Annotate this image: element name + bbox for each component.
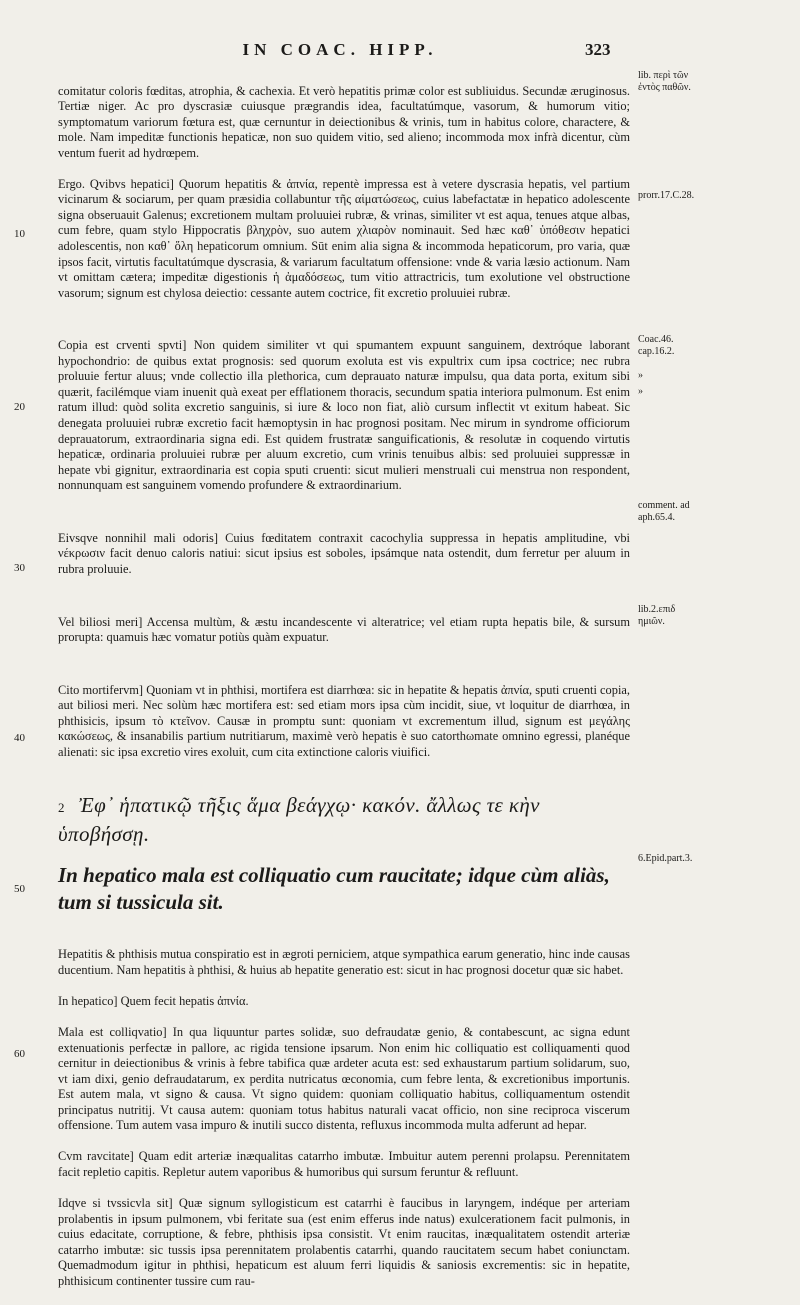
- paragraph: Copia est crventi spvti] Non quidem similiter vt qui spumantem expuunt sanguinem, dextróque laborant hypochondrio: de quibus extat prognosis: sed quorum exoluta est vis expultrix cum ipsa coctrice; nec rubra proluuie fertur aluus; vnde collectio illa plethorica, cum deprauato naturæ impulsu, qua data porta, exitum sibi quærit, facilémque viam inuenit quà exeat per efflationem thoracis, secundum spatia interiora pulmonum. Est enim ratum illud: quòd solita excretio sanguinis, si iure & loco non fiat, aliò cursum inflectit vt exitum habeat. Sic denegata proluuiei rubræ excretio facit hæmoptysin in hac prognosi positam. Nec mirum in syndrome officiorum deprauatorum, extraordinaria signa edi. Est quidem frustratæ sanguificationis, & resolutæ in coquendo virtutis hepaticæ, ordinaria proluuiei rubræ per aluum excretio, cum vrinis tenuibus albis: sed proluuiei suppressæ in hepate vbi gignitur, extraordinaria est copia sputi cruenti: sicut mulieri menstruali cui menstrua non respondent, nonnunquam est sanguinem vomendo profundere & extraordinarium.: [58, 338, 630, 493]
- commentary-paragraph: In hepatico] Quem fecit hepatis ἀπνία.: [58, 993, 249, 1008]
- running-title: IN COAC. HIPP.: [242, 40, 438, 59]
- margin-note: lib.2.επιδ ημιῶν.: [638, 604, 676, 627]
- aphorism-number: 2: [58, 799, 65, 815]
- margin-note: »: [638, 370, 643, 381]
- commentary-paragraph: Mala est colliqvatio] In qua liquuntur partes solidæ, suo defraudatæ genio, & contabescunt, ac signa edunt extenuationis perfectæ in pallore, ac rigida tensione ipsarum. Non enim hic colliquatio est colliquamenti quod cernitur in deiectionibus & vrinis à febre tabifica quæ ardeter acuta est: sed exhaustarum partium solidarum, suo, vt iam dixi, genio defraudatarum, ex perdita nutricatus œconomia, cum febre lenta, & excretionibus importunis. Est autem mala, vt signo & causa. Vt signo quidem: quoniam colliquatio habitus, colliquamentum ostendit principatus nutritij. Vt causa autem: quoniam totus habitus naturali vacat officio, non sine reciproca viscerum offensione. Tum autem vasa impuro & inutili succo distenta, refluxus incommoda multa adferunt ad hepar.: [58, 1024, 630, 1133]
- aphorism-greek: [58, 792, 630, 847]
- margin-note: lib. περὶ τῶν ἐντὸς παθῶν.: [638, 70, 691, 93]
- paragraph: comitatur coloris fœditas, atrophia, & cachexia. Et verò hepatitis primæ color est subliuidus. Secundæ æruginosus. Tertiæ niger. Ac pro dyscrasiæ cuiusque prægrandis idea, facultatúmque, vasorum, & humorum vitio; symptomatum variorum fœtura est, quæ cernuntur in deiectionibus & vrinis, tum in habitus colore, charactere, & mole. Nam impeditæ functionis hepaticæ, non suo quidem vitio, sed alieno; incommoda mox infrà dicentur, cùm ventum fuerit ad hydrœpem.: [58, 83, 630, 160]
- paragraph: Ergo. Qvibvs hepatici] Quorum hepatitis & ἀπνία, repentè impressa est à vetere dyscrasia hepatis, vel partium vicinarum & sociarum, per quam præsidia collabuntur τῆς αἱματώσεως, cuius labefactatæ in hepatico adolescente signa obseruauit Galenus; excretionem multam proluuiei rubræ, & vrinas, similiter vt est aqua, tenues atque albas, cum febre, quam stylo Hippocratis βληχρὸν, suo autem χλιαρὸν nominauit. Sed hæc καθ᾽ ὑπόθεσιν hepatici adolescentis, non καθ᾽ ὅλη hepaticorum omnium. Sūt enim alia signa & incommoda hepaticorum, pro varia, quæ ipsos facit, virtutis facultatúmque dyscrasia, & variarum facultatum offensione: vnde & varia læsio actionum. Nam vt omittam cætera; impeditæ digestionis ἡ ἀμαδόσεως, tum vitio attractricis, tum exolutione vel obstructione vasorum; signum est chylosa deiectio: cessante autem coctrice, fit excretio proluuiei rubræ.: [58, 176, 630, 300]
- paragraph: Eivsqve nonnihil mali odoris] Cuius fœditatem contraxit cacochylia suppressa in hepatis amplitudine, vbi νέκρωσιν facit denuo caloris natiui: sicut ipsius est soboles, ipsámque nata ostendit, dum ferretur per aluum in rubra proluuie.: [58, 530, 630, 576]
- margin-note: 6.Epid.part.3.: [638, 853, 693, 864]
- margin-note: »: [638, 386, 643, 397]
- commentary-paragraph: Hepatitis & phthisis mutua conspiratio est in ægroti perniciem, atque sympathica earum generatio, hinc inde causas ducentium. Nam hepatitis à phthisi, & huius ab hepatite generatio est: sicut in hac prognosi docetur quæ sic habet.: [58, 947, 630, 977]
- commentary-paragraph: Cvm ravcitate] Quam edit arteriæ inæqualitas catarrho imbutæ. Imbuitur autem perenni prolapsu. Perennitatem facit repletio capitis. Repletur autem vaporibus & humoribus qui sursum feruntur & refluunt.: [58, 1149, 630, 1179]
- line-number: 50: [14, 883, 25, 895]
- line-number: 40: [14, 732, 25, 744]
- aphorism-latin: In hepatico mala est colliquatio cum raucitate; idque cùm aliàs, tum si tussicula sit.: [58, 863, 610, 915]
- paragraph: Cito mortifervm] Quoniam vt in phthisi, mortifera est diarrhœa: sic in hepatite & hepatis ἀπνία, sputi cruenti copia, aut biliosi meri. Nec solùm hæc mortifera est: sed etiam mors ipsa cùm incidit, siue, vt loquitur de diarrhœa, in phthisicis, ipsum τὸ κτεῖνον. Causæ in promptu sunt: quoniam vt excrementum illud, signum est μεγάλης κακώσεως, & insanabilis partium nutritiarum, maximè verò hepatis è suo catorthωmate omnino egressi, planéque alienati: sic ipsa excretio vires exoluit, cum cita extinctione caloris viuifici.: [58, 682, 630, 759]
- line-number: 10: [14, 228, 25, 240]
- page-header: [0, 40, 800, 68]
- main-text: [58, 68, 630, 1305]
- commentary-paragraph: Idqve si tvssicvla sit] Quæ signum syllogisticum est catarrhi è faucibus in laryngem, indéque per arteriam prolabentis in ipsum pulmonem, vbi feritate sua (est enim efferus inde natus) exulcerationem facit pulmonis, in cuius edacitate, corruptione, & febre, phthisis ipsa consistit. Vt enim raucitas, inæqualitatem ostendit arteriæ catarrho imbutæ: sic tussis ipsa perennitatem prolabentis catarrhi, quando raucitatem secum habet coniunctam. Quemadmodum igitur in phthisi, hepaticum est aluum ferri liquidis & saniosis excrementis: sic in hepatite, phthisicum continenter tussire cum rau-: [58, 1196, 630, 1288]
- margin-note: Coac.46. cap.16.2.: [638, 334, 675, 357]
- page-number: 323: [585, 40, 611, 59]
- line-number: 60: [14, 1048, 25, 1060]
- paragraph: Vel biliosi meri] Accensa multùm, & æstu incandescente vi alteratrice; vel etiam rupta hepatis bile, & sursum prorupta: quamuis hæc vomatur potiùs quàm expuatur.: [58, 614, 630, 645]
- aphorism-greek-text: Ἐφ᾽ ἡπατικῷ τῆξις ἅμα βεάγχῳ· κακόν. ἄλλως τε κὴν ὑποβήσσῃ.: [58, 792, 540, 846]
- margin-note: comment. ad aph.65.4.: [638, 500, 690, 523]
- line-number: 30: [14, 562, 25, 574]
- margin-note: prorr.17.C.28.: [638, 190, 695, 201]
- line-number: 20: [14, 401, 25, 413]
